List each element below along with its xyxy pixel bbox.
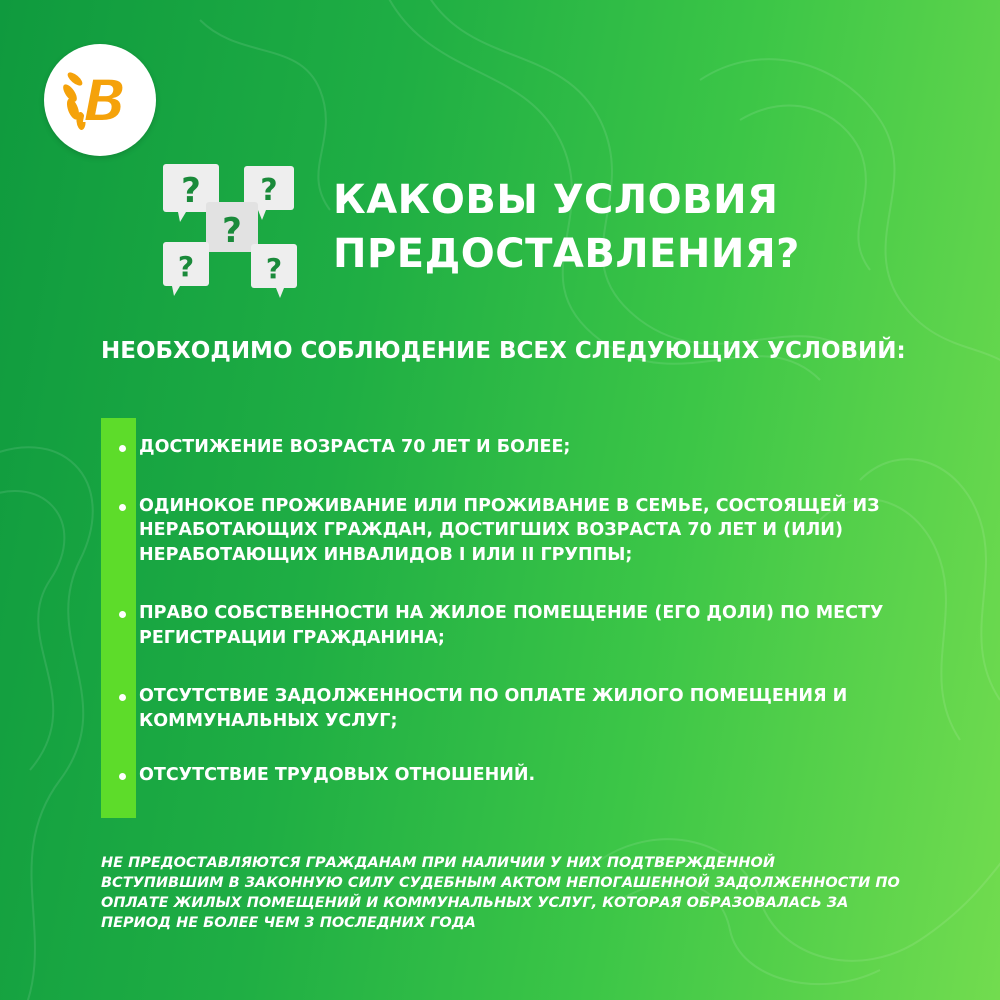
svg-text:?: ? [181,171,201,211]
title-line-2: ПРЕДОСТАВЛЕНИЯ? [333,231,800,277]
title-line-1: КАКОВЫ УСЛОВИЯ [333,177,779,223]
svg-text:?: ? [265,252,283,285]
svg-text:?: ? [222,211,242,251]
conditions-section [101,418,981,818]
condition-item-age: ДОСТИЖЕНИЕ ВОЗРАСТА 70 ЛЕТ И БОЛЕЕ; [117,435,977,460]
condition-item-no-employment: ОТСУТСТВИЕ ТРУДОВЫХ ОТНОШЕНИЙ. [117,763,977,788]
condition-item-no-debt: ОТСУТСТВИЕ ЗАДОЛЖЕННОСТИ ПО ОПЛАТЕ ЖИЛОГО ПОМЕЩЕНИЯ И КОММУНАЛЬНЫХ УСЛУГ; [117,684,977,733]
question-bubbles-icon [158,158,308,303]
svg-text:?: ? [260,173,278,208]
condition-item-living: ОДИНОКОЕ ПРОЖИВАНИЕ ИЛИ ПРОЖИВАНИЕ В СЕМЬЕ, СОСТОЯЩЕЙ ИЗ НЕРАБОТАЮЩИХ ГРАЖДАН, ДОСТИГШИХ ВОЗРАСТА 70 ЛЕТ И (ИЛИ) НЕРАБОТАЮЩИХ ИНВАЛИДОВ I ИЛИ II ГРУППЫ; [117,494,977,568]
condition-item-ownership: ПРАВО СОБСТВЕННОСТИ НА ЖИЛОЕ ПОМЕЩЕНИЕ (ЕГО ДОЛИ) ПО МЕСТУ РЕГИСТРАЦИИ ГРАЖДАНИНА; [117,601,977,650]
logo-badge [44,44,156,156]
page-title [333,173,973,281]
wheat-logo-icon [55,55,145,145]
logo-letter: В [82,67,128,135]
intro-text: НЕОБХОДИМО СОБЛЮДЕНИЕ ВСЕХ СЛЕДУЮЩИХ УСЛОВИЙ: [101,338,906,364]
svg-text:?: ? [177,250,195,283]
conditions-list [117,435,977,822]
footnote-text: НЕ ПРЕДОСТАВЛЯЮТСЯ ГРАЖДАНАМ ПРИ НАЛИЧИИ У НИХ ПОДТВЕРЖДЕННОЙ ВСТУПИВШИМ В ЗАКОННУЮ СИЛУ СУДЕБНЫМ АКТОМ НЕПОГАШЕННОЙ ЗАДОЛЖЕННОСТИ ПО ОПЛАТЕ ЖИЛЫХ ПОМЕЩЕНИЙ И КОММУНАЛЬНЫХ УСЛУГ, КОТОРАЯ ОБРАЗОВАЛАСЬ ЗА ПЕРИОД НЕ БОЛЕЕ ЧЕМ 3 ПОСЛЕДНИХ ГОДА [101,855,900,931]
